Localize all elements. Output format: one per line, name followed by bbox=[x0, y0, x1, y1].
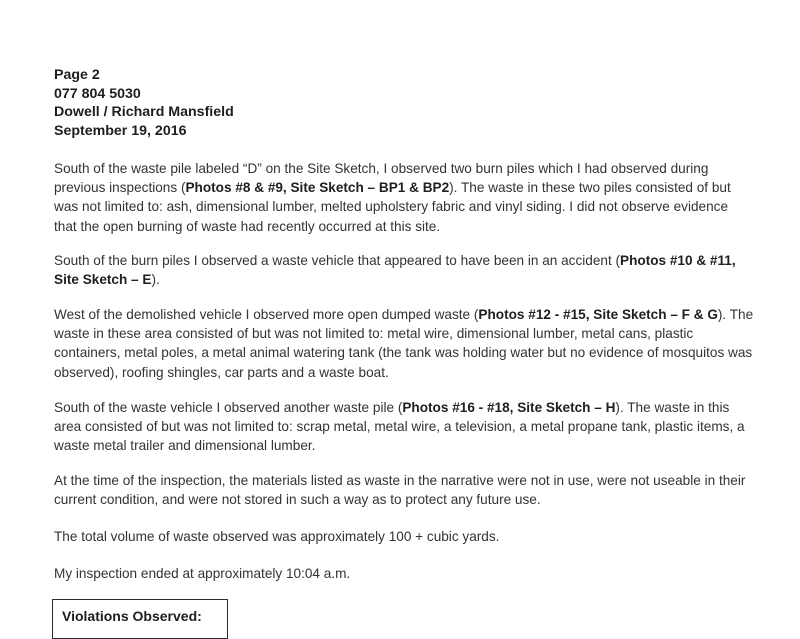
violations-box bbox=[52, 599, 228, 639]
paragraph-waste-pile bbox=[54, 398, 754, 456]
paragraph-inspection-end: My inspection ended at approximately 10:04 a.m. bbox=[54, 566, 351, 581]
paragraph-text: ). bbox=[151, 272, 160, 288]
photo-reference: Photos #10 & #11, Site Sketch – E bbox=[54, 253, 736, 288]
paragraph-text: South of the waste pile labeled “D” on the Site Sketch, I observed two burn piles which I had observed during previous inspections ( bbox=[54, 161, 709, 196]
paragraph-text: ). The waste in this area consisted of but was not limited to: scrap metal, metal wire, a television, a metal propane tank, plastic items, a waste metal trailer and dimensional lumber. bbox=[54, 400, 745, 454]
photo-reference: Photos #8 & #9, Site Sketch – BP1 & BP2 bbox=[185, 180, 450, 196]
paragraph-open-dumped-waste bbox=[54, 305, 754, 382]
party-names: Dowell / Richard Mansfield bbox=[54, 104, 234, 121]
paragraph-text: South of the burn piles I observed a waste vehicle that appeared to have been in an accident ( bbox=[54, 253, 621, 268]
paragraph-text: ). The waste in these two piles consisted of but was not limited to: ash, dimensional lumber, melted upholstery fabric and vinyl siding. I did not observe evidence that the open burning of waste had recently occurred at this site. bbox=[54, 180, 731, 234]
reference-number: 077 804 5030 bbox=[54, 85, 141, 102]
paragraph-text: West of the demolished vehicle I observed more open dumped waste ( bbox=[54, 307, 479, 322]
paragraph-total-volume: The total volume of waste observed was approximately 100 + cubic yards. bbox=[54, 529, 500, 544]
page-number: Page 2 bbox=[54, 67, 100, 83]
photo-reference: Photos #12 - #15, Site Sketch – F & G bbox=[478, 307, 718, 322]
violations-title: Violations Observed: bbox=[62, 608, 202, 624]
paragraph-materials-status: At the time of the inspection, the materials listed as waste in the narrative were not in use, were not useable in their current condition, and were not stored in such a way as to protect any future use. bbox=[54, 473, 746, 508]
paragraph-text: ). The waste in these area consisted of but was not limited to: metal wire, dimensional lumber, metal cans, plastic containers, metal poles, a metal animal watering tank (the tank was holding water but no evidence of mosquitos was observed), roofing shingles, car parts and a waste boat. bbox=[54, 307, 754, 380]
paragraph-waste-vehicle bbox=[54, 251, 754, 289]
paragraph-burn-piles bbox=[54, 159, 754, 236]
letter-date: September 19, 2016 bbox=[54, 122, 187, 139]
letter-header bbox=[54, 66, 234, 140]
photo-reference: Photos #16 - #18, Site Sketch – H bbox=[402, 400, 616, 415]
paragraph-text: South of the waste vehicle I observed another waste pile ( bbox=[54, 400, 403, 415]
